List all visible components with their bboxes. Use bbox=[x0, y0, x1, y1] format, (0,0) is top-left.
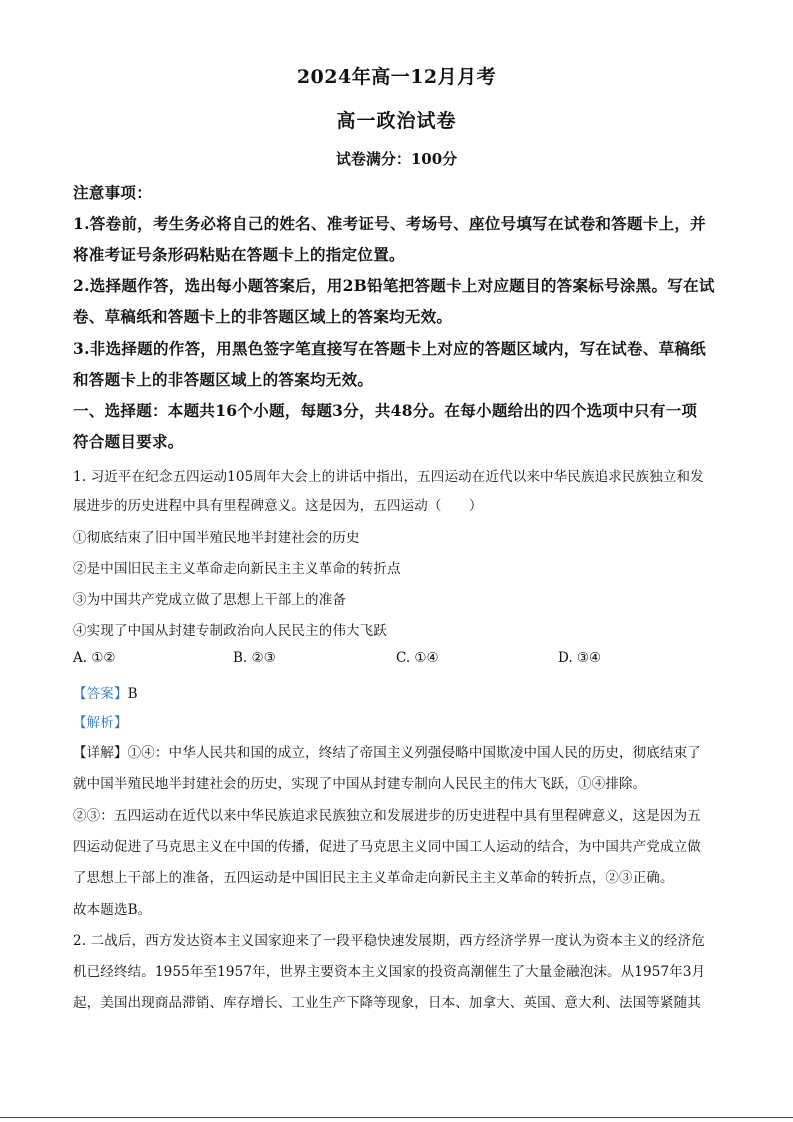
page-bottom-divider bbox=[0, 1117, 793, 1118]
q2-stem-line-2: 机已经终结。1955年至1957年，世界主要资本主义国家的投资高潮催生了大量金融泡沫。从1957年3月 bbox=[73, 964, 706, 980]
q1-statement-3: ③为中国共产党成立做了思想上干部上的准备 bbox=[73, 592, 346, 608]
detail-tag: 【详解】 bbox=[73, 745, 128, 761]
answer-tag: 【答案】 bbox=[73, 686, 128, 702]
q1-analysis-row bbox=[73, 711, 128, 731]
notice-item-3-line-1: 3.非选择题的作答，用黑色签字笔直接写在答题卡上对应的答题区域内，写在试卷、草稿纸 bbox=[73, 339, 706, 358]
q1-stem-line-1: 1. 习近平在纪念五四运动105周年大会上的讲话中指出，五四运动在近代以来中华民族追求民族独立和发 bbox=[73, 469, 704, 485]
q1-option-d: D. ③④ bbox=[558, 650, 602, 666]
q1-detail-line-3: ②③：五四运动在近代以来中华民族追求民族独立和发展进步的历史进程中具有里程碑意义，这是因为五 bbox=[73, 808, 701, 824]
q2-stem-line-3: 起，美国出现商品滞销、库存增长、工业生产下降等现象，日本、加拿大、英国、意大利、法国等紧随其 bbox=[73, 995, 701, 1011]
q1-answer-row bbox=[73, 682, 138, 702]
q1-option-a: A. ①② bbox=[73, 650, 116, 666]
notice-item-2-line-2: 卷、草稿纸和答题卡上的非答题区域上的答案均无效。 bbox=[73, 307, 453, 326]
q1-option-b: B. ②③ bbox=[233, 650, 276, 666]
exam-title: 2024年高一12月月考 bbox=[296, 66, 497, 88]
section-1-heading-line-1: 一、选择题：本题共16个小题，每题3分，共48分。在每小题给出的四个选项中只有一项 bbox=[73, 401, 698, 420]
q2-stem-line-1: 2. 二战后，西方发达资本主义国家迎来了一段平稳快速发展期，西方经济学界一度认为资本主义的经济危 bbox=[73, 933, 705, 949]
notice-item-1-line-1: 1.答卷前，考生务必将自己的姓名、准考证号、考场号、座位号填写在试卷和答题卡上，并 bbox=[73, 214, 706, 233]
notice-heading: 注意事项： bbox=[73, 183, 153, 202]
q1-option-c: C. ①④ bbox=[396, 650, 439, 666]
q1-statement-4: ④实现了中国从封建专制政治向人民民主的伟大飞跃 bbox=[73, 623, 387, 639]
notice-item-3-line-2: 和答题卡上的非答题区域上的答案均无效。 bbox=[73, 370, 374, 389]
notice-item-1-line-2: 将准考证号条形码粘贴在答题卡上的指定位置。 bbox=[73, 245, 405, 264]
q1-detail-line-2: 就中国半殖民地半封建社会的历史，实现了中国从封建专制向人民民主的伟大飞跃，①④排除。 bbox=[73, 776, 647, 792]
answer-value: B bbox=[127, 686, 138, 702]
full-score: 试卷满分：100分 bbox=[335, 150, 458, 168]
q1-detail-line-4: 四运动促进了马克思主义在中国的传播，促进了马克思主义同中国工人运动的结合，为中国共产党成立做 bbox=[73, 839, 701, 855]
q1-detail-line-1 bbox=[73, 741, 701, 761]
section-1-heading-line-2: 符合题目要求。 bbox=[73, 432, 184, 451]
q1-detail-line-5: 了思想上干部上的准备，五四运动是中国旧民主主义革命走向新民主主义革命的转折点，②③正确。 bbox=[73, 870, 674, 886]
q1-conclusion: 故本题选B。 bbox=[73, 902, 152, 918]
q1-statement-1: ①彻底结束了旧中国半殖民地半封建社会的历史 bbox=[73, 530, 360, 546]
exam-subtitle: 高一政治试卷 bbox=[336, 110, 457, 132]
notice-item-2-line-1: 2.选择题作答，选出每小题答案后，用2B铅笔把答题卡上对应题目的答案标号涂黑。写在试 bbox=[73, 276, 715, 295]
q1-statement-2: ②是中国旧民主主义革命走向新民主主义革命的转折点 bbox=[73, 561, 401, 577]
detail-text-1: ①④：中华人民共和国的成立，终结了帝国主义列强侵略中国欺凌中国人民的历史，彻底结束了 bbox=[127, 745, 701, 761]
analysis-tag: 【解析】 bbox=[73, 715, 128, 731]
q1-stem-line-2: 展进步的历史进程中具有里程碑意义。这是因为，五四运动（ ） bbox=[73, 498, 483, 514]
